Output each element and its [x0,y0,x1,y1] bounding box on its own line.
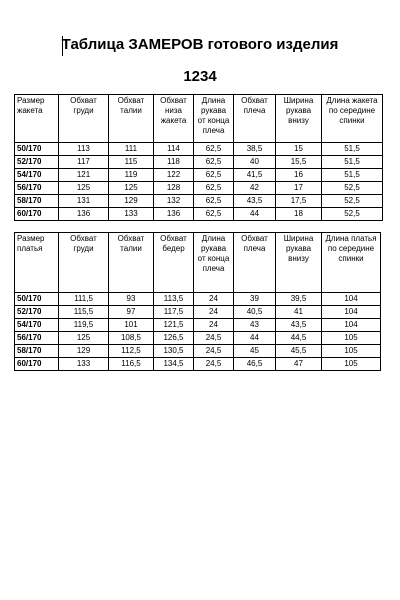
table-row [15,306,381,319]
header-cell: Обхват груди [59,95,109,143]
table-cell: 52,5 [322,195,383,208]
table-cell: 52,5 [322,208,383,221]
table-cell: 40,5 [234,306,276,319]
table-cell: 125 [59,182,109,195]
table-cell: 111 [109,143,154,156]
table-cell: 24,5 [194,358,234,371]
table-cell: 118 [154,156,194,169]
table-cell: 133 [59,358,109,371]
table-cell: 16 [276,169,322,182]
jacket-measurements-table [14,94,383,221]
header-cell: Длина жакета по середине спинки [322,95,383,143]
table-cell: 114 [154,143,194,156]
size-cell: 58/170 [15,345,59,358]
table-cell: 43 [234,319,276,332]
table-cell: 119,5 [59,319,109,332]
size-cell: 52/170 [15,306,59,319]
table-header-row [15,95,383,143]
table-cell: 62,5 [194,182,234,195]
size-cell: 60/170 [15,358,59,371]
size-cell: 54/170 [15,169,59,182]
size-cell: 50/170 [15,293,59,306]
table-row [15,345,381,358]
header-cell: Обхват плеча [234,233,276,293]
table-cell: 131 [59,195,109,208]
table-cell: 38,5 [234,143,276,156]
table-row [15,208,383,221]
table-row [15,169,383,182]
header-cell: Обхват груди [59,233,109,293]
table-cell: 15,5 [276,156,322,169]
table-cell: 62,5 [194,156,234,169]
table-cell: 105 [322,332,381,345]
table-cell: 122 [154,169,194,182]
table-cell: 104 [322,319,381,332]
table-cell: 125 [59,332,109,345]
table-cell: 62,5 [194,169,234,182]
size-cell: 54/170 [15,319,59,332]
table-row [15,319,381,332]
document-title: Таблица ЗАМЕРОВ готового изделия [61,36,339,53]
table-cell: 115 [109,156,154,169]
table-cell: 111,5 [59,293,109,306]
table-cell: 126,5 [154,332,194,345]
table-cell: 117,5 [154,306,194,319]
table-cell: 113 [59,143,109,156]
table-cell: 24 [194,306,234,319]
table-cell: 47 [276,358,322,371]
table-row [15,358,381,371]
table-cell: 101 [109,319,154,332]
header-cell: Длина платья по середине спинки [322,233,381,293]
table-cell: 121 [59,169,109,182]
table-cell: 116,5 [109,358,154,371]
table-cell: 97 [109,306,154,319]
header-cell: Длина рукава от конца плеча [194,95,234,143]
header-cell: Размер платья [15,233,59,293]
table-cell: 105 [322,358,381,371]
table-cell: 15 [276,143,322,156]
table-cell: 104 [322,293,381,306]
table-cell: 18 [276,208,322,221]
table-cell: 24 [194,319,234,332]
header-cell: Ширина рукава внизу [276,233,322,293]
table-cell: 24,5 [194,332,234,345]
table-cell: 42 [234,182,276,195]
table-cell: 117 [59,156,109,169]
table-cell: 112,5 [109,345,154,358]
table-cell: 128 [154,182,194,195]
header-cell: Обхват талии [109,95,154,143]
size-cell: 52/170 [15,156,59,169]
table-cell: 39 [234,293,276,306]
table-cell: 17 [276,182,322,195]
table-cell: 43,5 [276,319,322,332]
table-row [15,182,383,195]
document-subtitle: 1234 [183,68,217,85]
table-cell: 41 [276,306,322,319]
size-cell: 56/170 [15,332,59,345]
dress-measurements-table [14,232,381,371]
size-cell: 60/170 [15,208,59,221]
table-cell: 136 [154,208,194,221]
size-cell: 58/170 [15,195,59,208]
table-cell: 130,5 [154,345,194,358]
table-cell: 125 [109,182,154,195]
table-row [15,156,383,169]
header-cell: Обхват плеча [234,95,276,143]
header-cell: Длина рукава от конца плеча [194,233,234,293]
header-cell: Обхват низа жакета [154,95,194,143]
table-cell: 62,5 [194,195,234,208]
header-cell: Обхват бедер [154,233,194,293]
table-cell: 41,5 [234,169,276,182]
size-cell: 56/170 [15,182,59,195]
table-cell: 129 [109,195,154,208]
table-cell: 43,5 [234,195,276,208]
table-cell: 115,5 [59,306,109,319]
table-cell: 44 [234,332,276,345]
header-cell: Размер жакета [15,95,59,143]
table-cell: 62,5 [194,208,234,221]
table-row [15,332,381,345]
header-cell: Обхват талии [109,233,154,293]
table-cell: 24,5 [194,345,234,358]
table-cell: 108,5 [109,332,154,345]
table-cell: 44 [234,208,276,221]
table-row [15,195,383,208]
table-cell: 113,5 [154,293,194,306]
table-cell: 129 [59,345,109,358]
table-cell: 136 [59,208,109,221]
table-cell: 93 [109,293,154,306]
table-header-row [15,233,381,293]
table-row [15,143,383,156]
table-cell: 52,5 [322,182,383,195]
table-cell: 134,5 [154,358,194,371]
table-cell: 17,5 [276,195,322,208]
table-cell: 121,5 [154,319,194,332]
table-cell: 39,5 [276,293,322,306]
table-cell: 46,5 [234,358,276,371]
table-cell: 105 [322,345,381,358]
header-cell: Ширина рукава внизу [276,95,322,143]
table-cell: 133 [109,208,154,221]
table-cell: 51,5 [322,156,383,169]
table-cell: 24 [194,293,234,306]
table-row [15,293,381,306]
table-cell: 104 [322,306,381,319]
size-cell: 50/170 [15,143,59,156]
table-cell: 51,5 [322,169,383,182]
table-cell: 132 [154,195,194,208]
table-cell: 51,5 [322,143,383,156]
table-cell: 45 [234,345,276,358]
table-cell: 45,5 [276,345,322,358]
table-cell: 40 [234,156,276,169]
table-cell: 62,5 [194,143,234,156]
table-cell: 119 [109,169,154,182]
table-cell: 44,5 [276,332,322,345]
